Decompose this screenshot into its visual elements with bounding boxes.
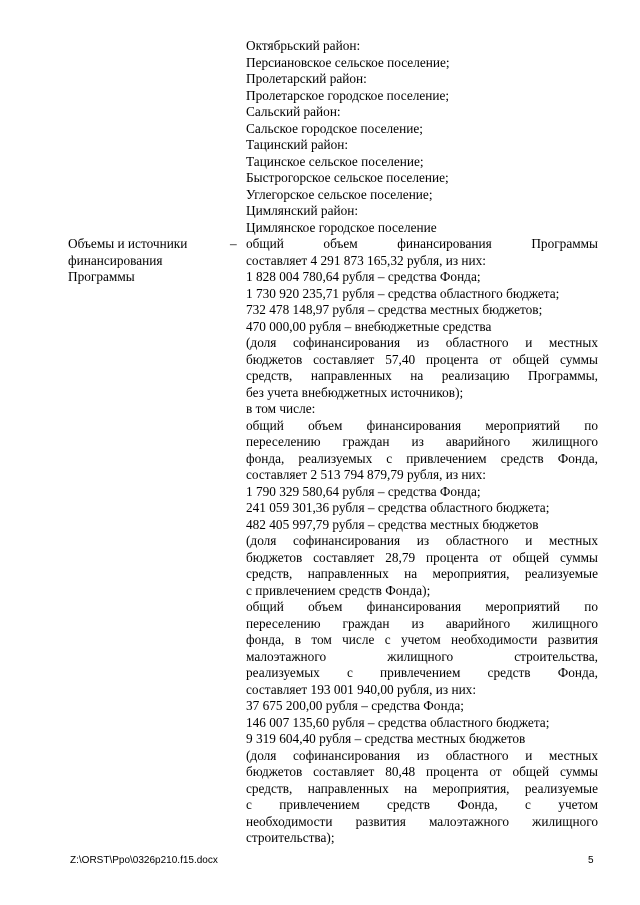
resettlement-share-line: с привлечением средств Фонда); <box>246 582 431 598</box>
lowrise-line: переселению граждан из аварийного жилищного <box>246 615 598 631</box>
total-line: составляет 4 291 873 165,32 рубля, из них: <box>246 252 486 268</box>
total-share-line: без учета внебюджетных источников); <box>246 384 464 400</box>
lowrise-share-line: (доля софинансирования из областного и местных <box>246 747 598 763</box>
district-line: Сальский район: <box>246 104 341 119</box>
district-line: Углегорское сельское поселение; <box>246 186 433 202</box>
financing-body <box>246 236 598 847</box>
district-line: Цимлянское городское поселение <box>246 219 437 235</box>
total-extra: 470 000,00 рубля – внебюджетные средства <box>246 318 492 334</box>
section-dash: – <box>230 236 237 251</box>
lowrise-share-line: с привлечением средств Фонда, с учетом <box>246 797 598 812</box>
total-fund: 1 828 004 780,64 рубля – средства Фонда; <box>246 269 481 284</box>
district-line: Персиановское сельское поселение; <box>246 54 450 70</box>
resettlement-line: составляет 2 513 794 879,79 рубля, из них: <box>246 467 486 482</box>
total-line: общий объем финансирования Программы <box>246 236 598 251</box>
district-line: Сальское городское поселение; <box>246 120 423 136</box>
resettlement-share-line: средств, направленных на мероприятия, реализуемые <box>246 566 598 581</box>
lowrise-line: общий объем финансирования мероприятий по <box>246 599 598 614</box>
total-regional: 1 730 920 235,71 рубля – средства областного бюджета; <box>246 285 560 301</box>
section-label-line: Объемы и источники <box>68 236 188 251</box>
total-local: 732 478 148,97 рубля – средства местных бюджетов; <box>246 302 543 317</box>
lowrise-fund: 37 675 200,00 рубля – средства Фонда; <box>246 698 464 713</box>
district-line: Пролетарское городское поселение; <box>246 87 450 103</box>
lowrise-local: 9 319 604,40 рубля – средства местных бюджетов <box>246 731 526 746</box>
footer-file-path: Z:\ORST\Ppo\0326p210.f15.docx <box>70 855 218 866</box>
district-list <box>246 38 598 236</box>
lowrise-line: малоэтажного жилищного строительства, <box>246 648 598 664</box>
district-line: Тацинское сельское поселение; <box>246 153 424 169</box>
resettlement-regional: 241 059 301,36 рубля – средства областного бюджета; <box>246 500 550 515</box>
lowrise-line: фонда, в том числе с учетом необходимости развития <box>246 632 598 647</box>
resettlement-share-line: (доля софинансирования из областного и местных <box>246 533 598 548</box>
section-label-line: Программы <box>68 269 135 284</box>
lowrise-regional: 146 007 135,60 рубля – средства областного бюджета; <box>246 714 550 730</box>
district-line: Пролетарский район: <box>246 71 367 86</box>
resettlement-fund: 1 790 329 580,64 рубля – средства Фонда; <box>246 483 481 499</box>
district-line: Октябрьский район: <box>246 38 361 53</box>
total-share-line: бюджетов составляет 57,40 процента от общей суммы <box>246 351 598 367</box>
district-line: Цимлянский район: <box>246 203 359 218</box>
resettlement-local: 482 405 997,79 рубля – средства местных бюджетов <box>246 516 539 532</box>
lowrise-line: реализуемых с привлечением средств Фонда, <box>246 665 598 680</box>
section-label-line: финансирования <box>68 252 163 268</box>
including-label: в том числе: <box>246 401 316 416</box>
resettlement-line: общий объем финансирования мероприятий по <box>246 417 598 433</box>
district-line: Тацинский район: <box>246 137 349 152</box>
resettlement-share-line: бюджетов составляет 28,79 процента от общей суммы <box>246 549 598 565</box>
total-share-line: (доля софинансирования из областного и местных <box>246 335 598 350</box>
section-label <box>68 236 228 286</box>
lowrise-share-line: необходимости развития малоэтажного жилищного <box>246 813 598 829</box>
lowrise-share-line: средств, направленных на мероприятия, реализуемые <box>246 780 598 796</box>
resettlement-line: фонда, реализуемых с привлечением средств Фонда, <box>246 450 598 466</box>
district-line: Быстрогорское сельское поселение; <box>246 170 449 185</box>
lowrise-share-line: бюджетов составляет 80,48 процента от общей суммы <box>246 764 598 779</box>
lowrise-share-line: строительства); <box>246 830 335 845</box>
lowrise-line: составляет 193 001 940,00 рубля, из них: <box>246 681 477 697</box>
page-number: 5 <box>588 855 594 866</box>
total-share-line: средств, направленных на реализацию Программы, <box>246 368 598 383</box>
resettlement-line: переселению граждан из аварийного жилищного <box>246 434 598 449</box>
